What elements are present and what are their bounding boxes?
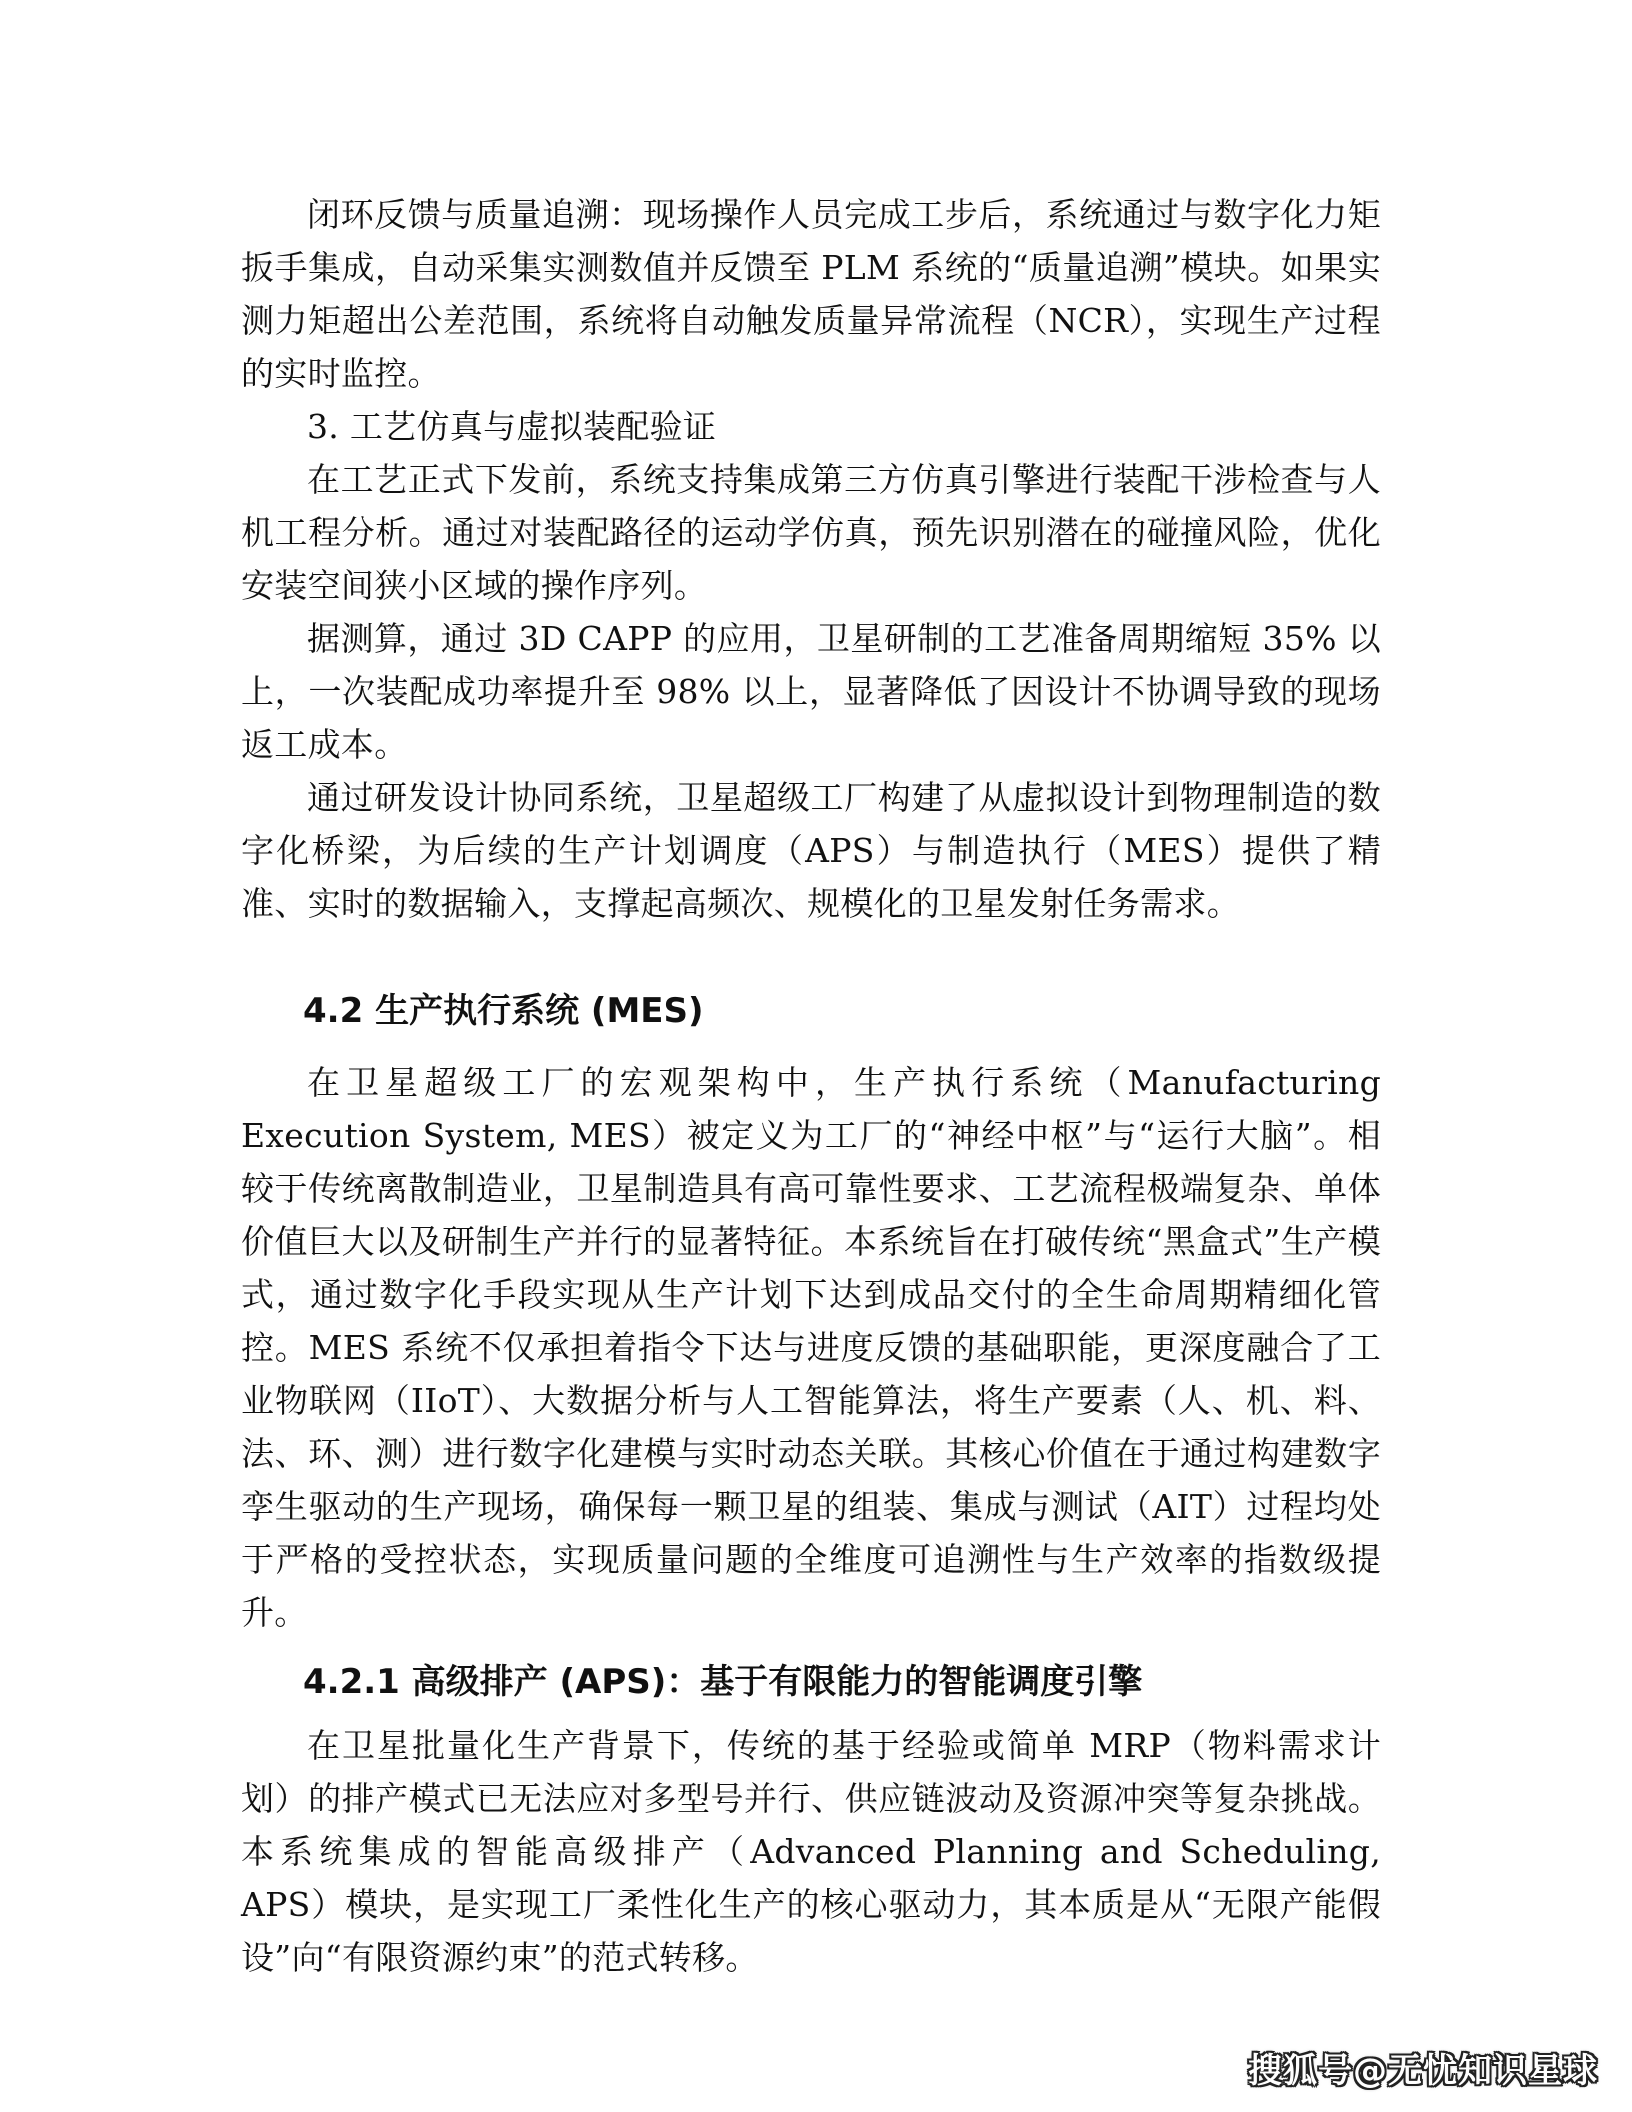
- numbered-item-process-simulation: 3. 工艺仿真与虚拟装配验证: [307, 407, 717, 446]
- source-watermark: 搜狐号@无忧知识星球: [1248, 2051, 1598, 2091]
- paragraph-digital-bridge: 通过研发设计协同系统，卫星超级工厂构建了从虚拟设计到物理制造的数字化桥梁，为后续的生产计划调度（APS）与制造执行（MES）提供了精准、实时的数据输入，支撑起高频次、规模化的卫星发射任务需求。: [241, 778, 1381, 923]
- section-heading-mes: 4.2 生产执行系统 (MES): [303, 991, 704, 1031]
- paragraph-aps-overview: 在卫星批量化生产背景下，传统的基于经验或简单 MRP（物料需求计划）的排产模式已无法应对多型号并行、供应链波动及资源冲突等复杂挑战。本系统集成的智能高级排产（Advanced Planning and Scheduling, APS）模块，是实现工厂柔性化生产的核心驱动力，其本质是从“无限产能假设”向“有限资源约束”的范式转移。: [241, 1726, 1381, 1977]
- subsection-heading-aps: 4.2.1 高级排产 (APS)：基于有限能力的智能调度引擎: [303, 1662, 1143, 1702]
- paragraph-mes-overview: 在卫星超级工厂的宏观架构中，生产执行系统（Manufacturing Execution System, MES）被定义为工厂的“神经中枢”与“运行大脑”。相较于传统离散制造业，卫星制造具有高可靠性要求、工艺流程极端复杂、单体价值巨大以及研制生产并行的显著特征。本系统旨在打破传统“黑盒式”生产模式，通过数字化手段实现从生产计划下达到成品交付的全生命周期精细化管控。MES 系统不仅承担着指令下达与进度反馈的基础职能，更深度融合了工业物联网（IIoT）、大数据分析与人工智能算法，将生产要素（人、机、料、法、环、测）进行数字化建模与实时动态关联。其核心价值在于通过构建数字孪生驱动的生产现场，确保每一颗卫星的组装、集成与测试（AIT）过程均处于严格的受控状态，实现质量问题的全维度可追溯性与生产效率的指数级提升。: [241, 1063, 1381, 1632]
- paragraph-closed-loop-feedback: 闭环反馈与质量追溯：现场操作人员完成工步后，系统通过与数字化力矩扳手集成，自动采集实测数值并反馈至 PLM 系统的“质量追溯”模块。如果实测力矩超出公差范围，系统将自动触发质量异常流程（NCR），实现生产过程的实时监控。: [241, 195, 1381, 393]
- paragraph-capp-metrics: 据测算，通过 3D CAPP 的应用，卫星研制的工艺准备周期缩短 35% 以上，一次装配成功率提升至 98% 以上，显著降低了因设计不协调导致的现场返工成本。: [241, 619, 1381, 764]
- document-page: [241, 188, 1381, 1984]
- paragraph-simulation-detail: 在工艺正式下发前，系统支持集成第三方仿真引擎进行装配干涉检查与人机工程分析。通过对装配路径的运动学仿真，预先识别潜在的碰撞风险，优化安装空间狭小区域的操作序列。: [241, 460, 1381, 605]
